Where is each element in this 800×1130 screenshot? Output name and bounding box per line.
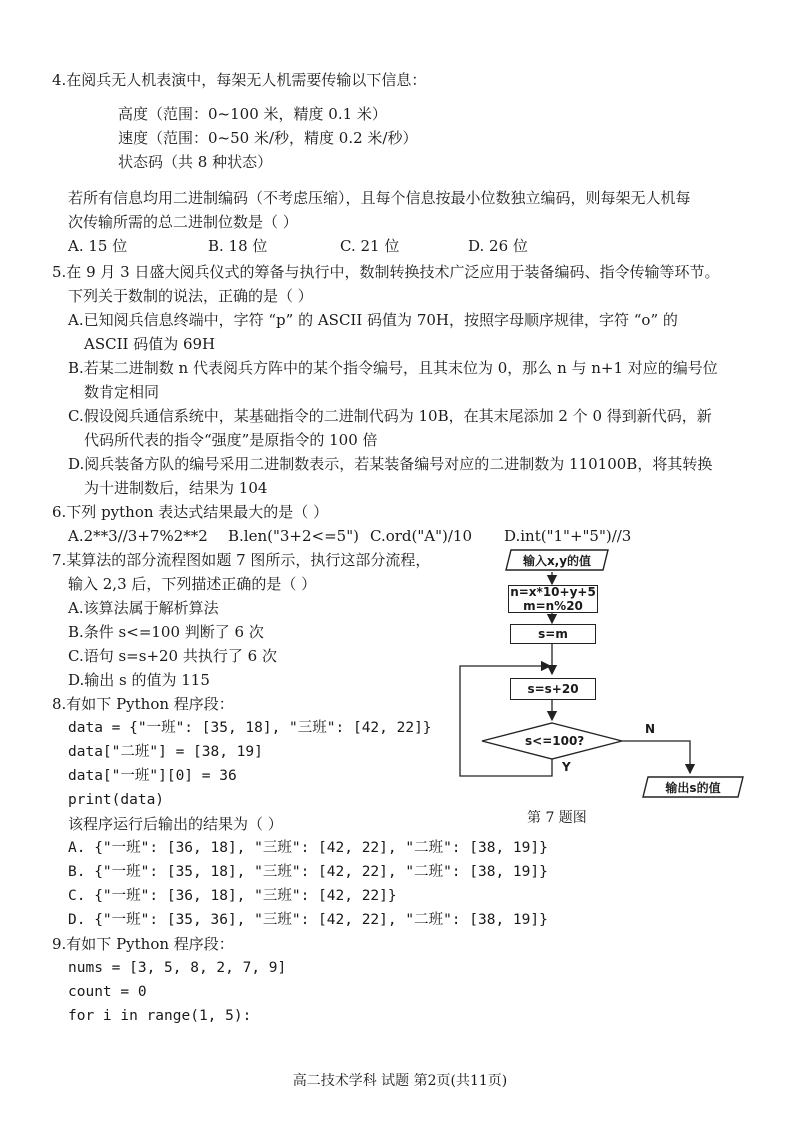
flowchart-add-box: s=s+20 <box>510 678 596 700</box>
calc-line1: n=x*10+y+5 <box>510 585 596 599</box>
q5-option-c-line2: 代码所代表的指令“强度”是原指令的 100 倍 <box>84 431 378 449</box>
decision-label: s<=100? <box>525 734 585 748</box>
q4-option-c: C. 21 位 <box>340 237 400 255</box>
q8-question: 该程序运行后输出的结果为（ ） <box>68 815 283 833</box>
q5-option-d-line1: D.阅兵装备方队的编号采用二进制数表示，若某装备编号对应的二进制数为 110100B，将其转换 <box>68 455 713 473</box>
q7-flowchart <box>450 540 750 840</box>
flowchart-calc-box <box>508 585 598 613</box>
q7-option-c: C.语句 s=s+20 共执行了 6 次 <box>68 647 277 665</box>
q4-item-height: 高度（范围：0~100 米，精度 0.1 米） <box>118 105 387 123</box>
q9-code-line2: count = 0 <box>68 984 147 1000</box>
flowchart-caption: 第 7 题图 <box>527 810 587 826</box>
q6-stem: 6.下列 python 表达式结果最大的是（ ） <box>52 503 329 521</box>
q5-stem-line2: 下列关于数制的说法，正确的是（ ） <box>68 287 313 305</box>
q7-stem-line1: 7.某算法的部分流程图如题 7 图所示，执行这部分流程， <box>52 551 431 569</box>
no-label: N <box>645 722 656 736</box>
q9-stem: 9.有如下 Python 程序段： <box>52 935 234 953</box>
q5-option-b-line1: B.若某二进制数 n 代表阅兵方阵中的某个指令编号，且其末位为 0，那么 n 与 n+1 对应的编号位 <box>68 359 718 377</box>
q7-option-b: B.条件 s<=100 判断了 6 次 <box>68 623 264 641</box>
q8-option-c: C. {"一班": [36, 18], "三班": [42, 22]} <box>68 888 397 904</box>
q8-code-line4: print(data) <box>68 792 165 808</box>
q5-option-a-line1: A.已知阅兵信息终端中，字符 “p” 的 ASCII 码值为 70H，按照字母顺序规律，字符 “o” 的 <box>68 311 678 329</box>
q6-option-b: B.len("3+2<=5") <box>228 527 359 545</box>
q9-code-line1: nums = [3, 5, 8, 2, 7, 9] <box>68 960 287 976</box>
calc-line2: m=n%20 <box>523 599 583 613</box>
q5-stem-line1: 5.在 9 月 3 日盛大阅兵仪式的筹备与执行中，数制转换技术广泛应用于装备编码、指令传输等环节。 <box>52 263 720 281</box>
flowchart-assign-box: s=m <box>510 624 596 644</box>
flowchart-output: 输出s的值 <box>642 776 744 798</box>
page-footer: 高二技术学科 试题 第2页(共11页) <box>292 1073 508 1089</box>
q7-option-d: D.输出 s 的值为 115 <box>68 671 210 689</box>
q6-option-d: D.int("1"+"5")//3 <box>504 527 632 545</box>
yes-label: Y <box>562 760 571 774</box>
arrow-no-to-output <box>622 741 690 773</box>
q5-option-b-line2: 数肯定相同 <box>84 383 160 401</box>
q9-code-line3: for i in range(1, 5): <box>68 1008 252 1024</box>
q6-option-a: A.2**3//3+7%2**2 <box>68 527 208 545</box>
q5-option-a-line2: ASCII 码值为 69H <box>84 335 216 353</box>
q8-stem: 8.有如下 Python 程序段： <box>52 695 234 713</box>
q8-option-d: D. {"一班": [35, 36], "三班": [42, 22], "二班": [38, 19]} <box>68 912 548 928</box>
q5-option-d-line2: 为十进制数后，结果为 104 <box>84 479 268 497</box>
q7-option-a: A.该算法属于解析算法 <box>68 599 219 617</box>
q4-option-d: D. 26 位 <box>468 237 528 255</box>
q8-option-b: B. {"一班": [35, 18], "三班": [42, 22], "二班": [38, 19]} <box>68 864 548 880</box>
q8-code-line1: data = {"一班": [35, 18], "三班": [42, 22]} <box>68 720 432 736</box>
q4-item-speed: 速度（范围：0~50 米/秒，精度 0.2 米/秒） <box>118 129 418 147</box>
q8-option-a: A. {"一班": [36, 18], "三班": [42, 22], "二班": [38, 19]} <box>68 840 548 856</box>
q8-code-line3: data["一班"][0] = 36 <box>68 768 237 784</box>
flowchart-input: 输入x,y的值 <box>505 549 609 571</box>
q4-option-a: A. 15 位 <box>68 237 128 255</box>
q7-stem-line2: 输入 2,3 后，下列描述正确的是（ ） <box>68 575 317 593</box>
q8-code-line2: data["二班"] = [38, 19] <box>68 744 263 760</box>
q4-text-line2: 次传输所需的总二进制位数是（ ） <box>68 213 298 231</box>
q6-option-c: C.ord("A")/10 <box>370 527 472 545</box>
q4-option-b: B. 18 位 <box>208 237 268 255</box>
q4-item-status: 状态码（共 8 种状态） <box>118 153 273 171</box>
q4-stem: 4.在阅兵无人机表演中，每架无人机需要传输以下信息： <box>52 71 427 89</box>
q4-text-line1: 若所有信息均用二进制编码（不考虑压缩），且每个信息按最小位数独立编码，则每架无人机每 <box>68 189 691 207</box>
q5-option-c-line1: C.假设阅兵通信系统中，某基础指令的二进制代码为 10B，在其末尾添加 2 个 0 得到新代码，新 <box>68 407 712 425</box>
